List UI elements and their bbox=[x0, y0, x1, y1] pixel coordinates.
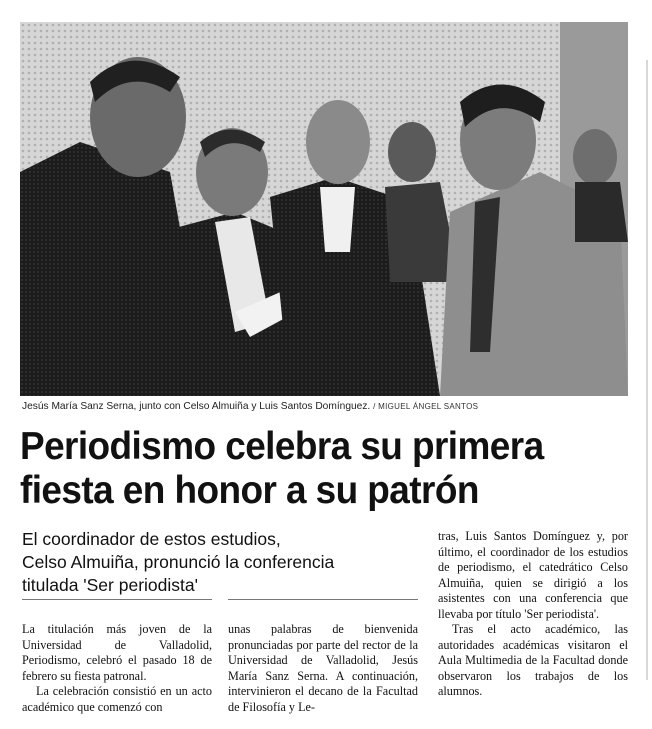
subhead-line-1: El coordinador de estos estudios, bbox=[22, 529, 281, 549]
divider bbox=[22, 599, 212, 600]
subheadline bbox=[22, 528, 422, 597]
paragraph: tras, Luis Santos Domínguez y, por último, el coordinador de los estudios de periodismo, el catedrático Celso Almuiña, quien se dirigió a los asistentes con una conferencia que llevaba por título 'Ser periodista'. bbox=[438, 529, 628, 621]
article-column-3 bbox=[438, 529, 628, 700]
subhead-line-3: titulada 'Ser periodista' bbox=[22, 575, 198, 595]
headline-line-2: fiesta en honor a su patrón bbox=[20, 469, 479, 512]
article-column-1 bbox=[22, 622, 212, 715]
photo-caption bbox=[22, 401, 632, 412]
headline bbox=[20, 425, 615, 513]
headline-line-1: Periodismo celebra su primera bbox=[20, 425, 544, 468]
caption-text: Jesús María Sanz Serna, junto con Celso Almuiña y Luis Santos Domínguez. bbox=[22, 401, 371, 412]
paragraph: unas palabras de bienvenida pronunciadas por parte del rector de la Universidad de Valladolid, Jesús María Sanz Serna. A continuación, intervinieron el decano de la Facultad de Filosofía y Le- bbox=[228, 622, 418, 714]
article-column-2 bbox=[228, 622, 418, 715]
paragraph: La titulación más joven de la Universidad de Valladolid, Periodismo, celebró el pasado 18 de febrero su fiesta patronal. bbox=[22, 622, 212, 683]
news-photo bbox=[20, 22, 628, 396]
photo-credit: / MIGUEL ÁNGEL SANTOS bbox=[373, 402, 479, 411]
subhead-line-2: Celso Almuiña, pronunció la conferencia bbox=[22, 552, 335, 572]
paragraph: Tras el acto académico, las autoridades académicas visitaron el Aula Multimedia de la Facultad donde observaron los trabajos de los alumnos. bbox=[438, 622, 628, 698]
paragraph: La celebración consistió en un acto académico que comenzó con bbox=[22, 684, 212, 714]
scan-edge bbox=[646, 60, 648, 680]
divider bbox=[228, 599, 418, 600]
